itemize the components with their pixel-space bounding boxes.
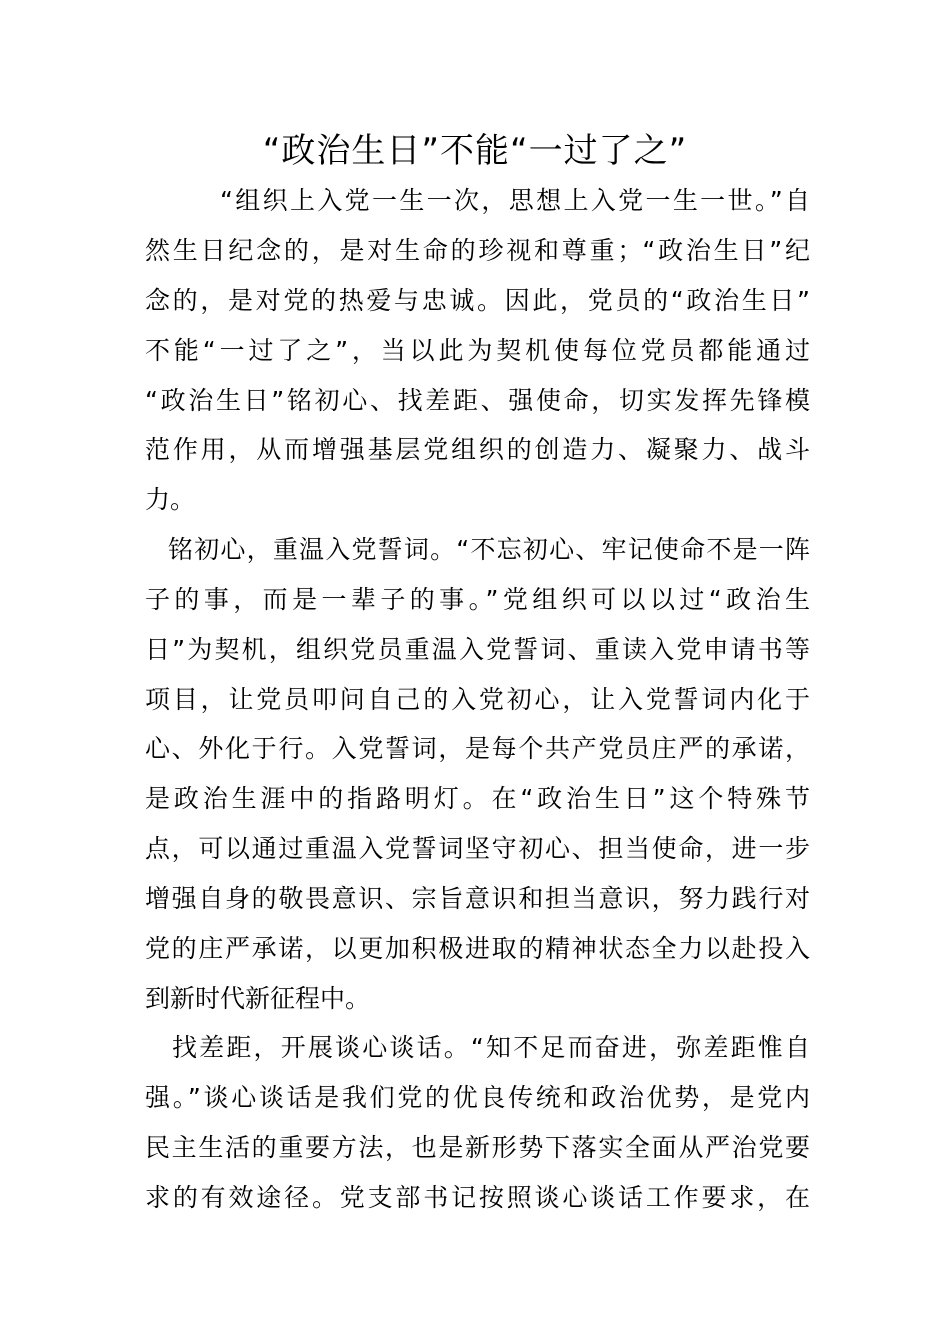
text-line: 是政治生涯中的指路明灯。在“政治生日”这个特殊节 [145, 784, 810, 813]
text-line: “政治生日”铭初心、找差距、强使命，切实发挥先锋模 [145, 386, 810, 415]
text-line: 范作用，从而增强基层党组织的创造力、凝聚力、战斗 [145, 435, 810, 464]
text-line: 民主生活的重要方法，也是新形势下落实全面从严治党要 [145, 1133, 810, 1162]
text-line: 心、外化于行。入党誓词，是每个共产党员庄严的承诺， [145, 734, 810, 763]
text-line: 求的有效途径。党支部书记按照谈心谈话工作要求，在 [145, 1183, 810, 1212]
text-line: “组织上入党一生一次，思想上入党一生一世。”自 [220, 186, 810, 215]
text-line: 项目，让党员叩问自己的入党初心，让入党誓词内化于 [145, 685, 810, 714]
text-line: 找差距，开展谈心谈话。“知不足而奋进，弥差距惟自 [172, 1033, 810, 1062]
text-line: 不能“一过了之”，当以此为契机使每位党员都能通过 [145, 336, 810, 365]
text-line: 子的事，而是一辈子的事。”党组织可以以过“政治生 [145, 585, 810, 614]
text-line: 铭初心，重温入党誓词。“不忘初心、牢记使命不是一阵 [168, 535, 810, 564]
text-line: 强。”谈心谈话是我们党的优良传统和政治优势，是党内 [145, 1083, 810, 1112]
text-line: 力。 [145, 485, 196, 514]
text-line: 党的庄严承诺，以更加积极进取的精神状态全力以赴投入 [145, 934, 810, 963]
text-line: 到新时代新征程中。 [145, 984, 371, 1013]
text-line: 念的，是对党的热爱与忠诚。因此，党员的“政治生日” [145, 286, 810, 315]
text-line: 点，可以通过重温入党誓词坚守初心、担当使命，进一步 [145, 834, 810, 863]
text-line: 增强自身的敬畏意识、宗旨意识和担当意识，努力践行对 [145, 884, 810, 913]
text-line: 然生日纪念的，是对生命的珍视和尊重；“政治生日”纪 [145, 236, 810, 265]
document-title: “政治生日”不能“一过了之” [262, 131, 688, 171]
text-line: 日”为契机，组织党员重温入党誓词、重读入党申请书等 [145, 635, 810, 664]
